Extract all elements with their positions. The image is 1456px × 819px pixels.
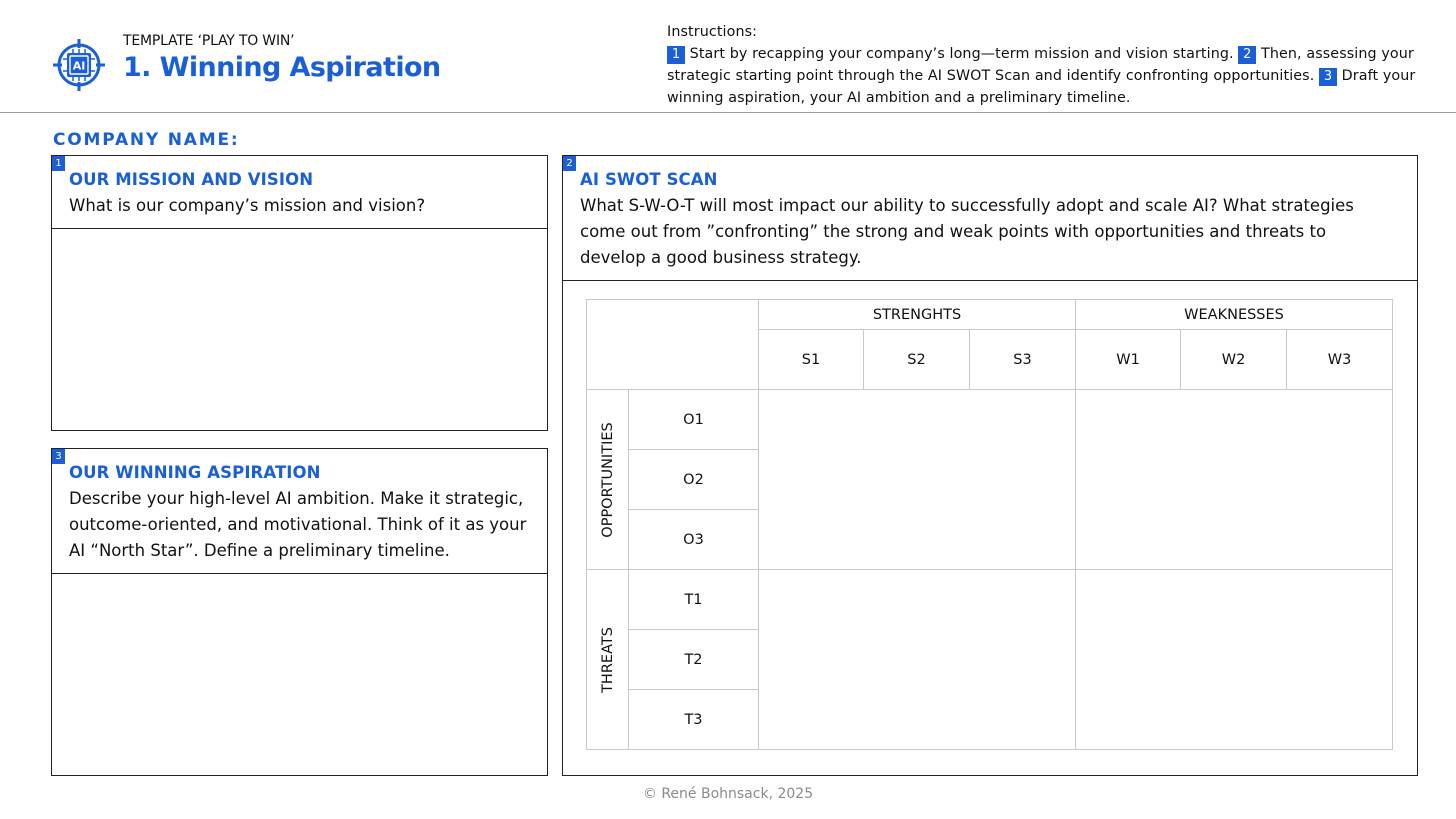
threat-t2: T2 xyxy=(629,630,759,690)
step-3-badge: 3 xyxy=(1319,68,1337,86)
footer-copyright: © René Bohnsack, 2025 xyxy=(642,786,814,802)
winning-aspiration-section xyxy=(51,448,548,776)
instructions-label: Instructions: xyxy=(667,24,758,40)
weakness-w3: W3 xyxy=(1287,330,1393,390)
weaknesses-header: WEAKNESSES xyxy=(1076,300,1393,330)
ai-swot-description: What S-W-O-T will most impact our ability to successfully adopt and scale AI? What strategies come out from ”confronting” the strong and weak points with opportunities and threats to develop a good business strategy. xyxy=(580,196,1354,267)
mission-vision-header xyxy=(52,156,547,229)
winning-aspiration-title: OUR WINNING ASPIRATION xyxy=(69,463,321,482)
template-label: TEMPLATE ‘PLAY TO WIN’ xyxy=(123,33,295,49)
weakness-w1: W1 xyxy=(1076,330,1181,390)
opportunity-o2: O2 xyxy=(629,450,759,510)
threats-label xyxy=(587,570,629,750)
so-strategy-cell[interactable] xyxy=(759,390,1076,570)
section-1-badge: 1 xyxy=(52,156,65,171)
threat-t3: T3 xyxy=(629,690,759,750)
strength-s1: S1 xyxy=(759,330,864,390)
ai-swot-title: AI SWOT SCAN xyxy=(580,170,718,189)
step-1-text: Start by recapping your company’s long—term mission and vision starting. xyxy=(689,46,1234,62)
winning-aspiration-description: Describe your high-level AI ambition. Make it strategic, outcome-oriented, and motivational. Think of it as your AI “North Star”. Define a preliminary timeline. xyxy=(69,489,527,560)
st-strategy-cell[interactable] xyxy=(759,570,1076,750)
ai-swot-header xyxy=(563,156,1417,281)
mission-vision-section xyxy=(51,155,548,431)
threats-label-text: THREATS xyxy=(599,626,616,693)
winning-aspiration-header xyxy=(52,449,547,574)
weakness-w2: W2 xyxy=(1181,330,1287,390)
section-3-badge: 3 xyxy=(52,449,65,464)
swot-corner-cell xyxy=(587,300,759,390)
wo-strategy-cell[interactable] xyxy=(1076,390,1393,570)
step-2-badge: 2 xyxy=(1238,46,1256,64)
mission-vision-title: OUR MISSION AND VISION xyxy=(69,170,314,189)
mission-vision-description: What is our company’s mission and vision? xyxy=(69,196,426,215)
swot-matrix xyxy=(586,299,1392,749)
threat-t1: T1 xyxy=(629,570,759,630)
opportunity-o3: O3 xyxy=(629,510,759,570)
opportunities-label xyxy=(587,390,629,570)
step-1-badge: 1 xyxy=(667,46,685,64)
ai-swot-section xyxy=(562,155,1418,776)
strength-s2: S2 xyxy=(864,330,970,390)
header-divider xyxy=(0,112,1456,113)
strengths-header: STRENGHTS xyxy=(759,300,1076,330)
opportunity-o1: O1 xyxy=(629,390,759,450)
section-2-badge: 2 xyxy=(563,156,576,171)
wt-strategy-cell[interactable] xyxy=(1076,570,1393,750)
step-3-text: Draft your winning aspiration, your AI ambition and a preliminary timeline. xyxy=(667,68,1416,106)
ai-chip-target-icon xyxy=(51,37,107,93)
company-name-label: COMPANY NAME: xyxy=(53,130,240,150)
logo-text: AI xyxy=(72,59,86,73)
step-2-text: Then, assessing your strategic starting point through the AI SWOT Scan and identify confronting opportunities. xyxy=(667,46,1414,84)
strength-s3: S3 xyxy=(970,330,1076,390)
page-title: 1. Winning Aspiration xyxy=(123,52,441,83)
opportunities-label-text: OPPORTUNITIES xyxy=(599,421,616,538)
instructions xyxy=(667,21,1427,109)
